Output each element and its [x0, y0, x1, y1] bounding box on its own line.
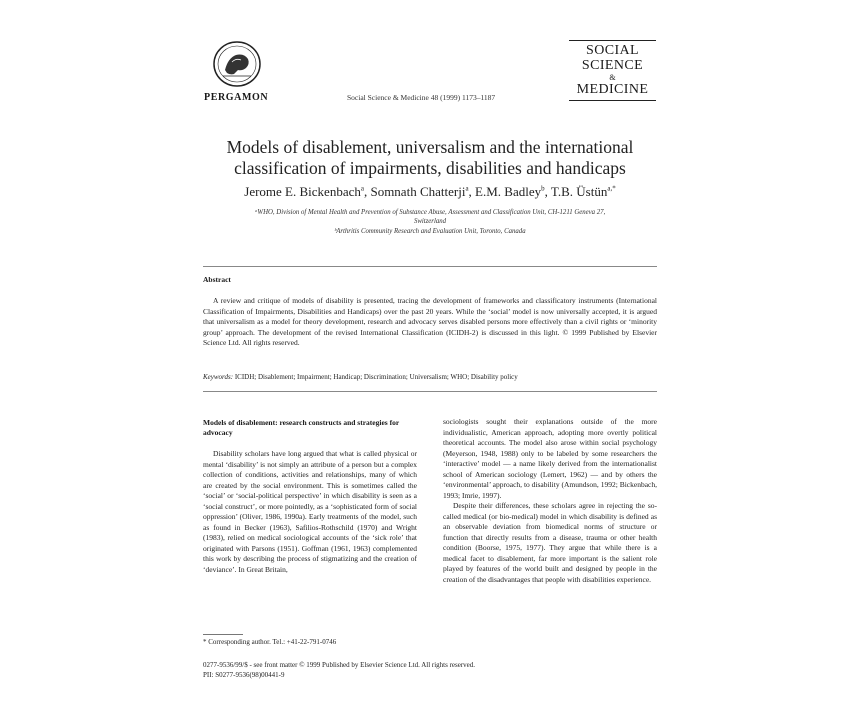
author-affil-mark: a,* [607, 184, 616, 193]
copyright-line: 0277-9536/99/$ - see front matter © 1999 Published by Elsevier Science Ltd. All rights reserved. [203, 661, 476, 669]
corresponding-author-footnote: * Corresponding author. Tel.: +41-22-791-0746 [203, 638, 337, 646]
journal-logo-amp: & [609, 73, 616, 82]
abstract-text: A review and critique of models of disability is presented, tracing the development of frameworks and classificatory instruments (International Classification of Impairments, Disabilities and Handicaps) over the past 20 years. While the ‘social’ model is now universally accepted, it is argued that universalism as a model for theory development, research and advocacy serves disabled persons more effectively than a civil rights or ‘minority group’ approach. The development of the revised International Classification (ICIDH-2) is discussed in this light. © 1999 Published by Elsevier Science Ltd. All rights reserved. [203, 296, 657, 347]
journal-logo [569, 40, 656, 102]
article-title-line: classification of impairments, disabilities and handicaps [234, 158, 626, 178]
author-name: T.B. Üstün [550, 184, 608, 199]
article-title-line: Models of disablement, universalism and the international [226, 137, 634, 157]
journal-citation: Social Science & Medicine 48 (1999) 1173–1187 [347, 93, 496, 102]
publisher-name: PERGAMON [204, 92, 269, 103]
footnote-divider [203, 634, 243, 635]
journal-logo-word: MEDICINE [576, 82, 649, 97]
author-affil-mark: b [541, 184, 545, 193]
body-paragraph: sociologists sought their explanations outside of the more individualistic, American approach, adopting more overtly political theoretical accounts. The model also arose within social psychology (Meyerson, 1948, 1988) only to be labeled by some researchers the ‘interactive’ model — a name likely derived from the internationalist school of American sociology (Lemert, 1962) — and by others the ‘environmental’ approach, to disability (Amundson, 1992; Bickenbach, 1993; Imrie, 1997). [443, 417, 657, 500]
author-name: E.M. Badley [475, 184, 542, 199]
body-column-left [203, 449, 417, 575]
journal-logo-word: SOCIAL [586, 43, 639, 58]
keywords-list: ICIDH; Disablement; Impairment; Handicap; Discrimination; Universalism; WHO; Disability policy [234, 373, 518, 381]
author-name: Somnath Chatterji [370, 184, 466, 199]
author-list: Jerome E. Bickenbach$^a$, Somnath Chatterji$^a$, E.M. Badley$^b$, T.B. Üstün$^{a,*}$ [244, 184, 616, 199]
affiliation-a-country: Switzerland [413, 218, 447, 225]
affiliation-b: ᵇArthritis Community Research and Evaluation Unit, Toronto, Canada [334, 228, 526, 235]
keywords [203, 373, 518, 381]
keywords-label: Keywords: [203, 373, 234, 381]
journal-logo-word: SCIENCE [581, 58, 644, 73]
body-paragraph: Disability scholars have long argued that what is called physical or mental ‘disability’ is not simply an attribute of a person but a complex collection of conditions, activities and relationships, many of which are created by the social environment. This is sometimes called the ‘social’ or ‘social-political perspective’ in which disability is seen as a ‘social construct’, or more pointedly, as a ‘sophisticated form of social oppression’ (Oliver, 1986, 1990a). Early treatments of the model, such as found in Becker (1963), Safilios-Rothschild (1970) and Wright (1983), relied on medical sociological accounts of the ‘sick role’ that originated with Parsons (1951). Goffman (1961, 1963) complemented this work by describing the process of stigmatizing and the creation of ‘deviance’. In Great Britain, [203, 449, 417, 574]
section-heading: Models of disablement: research constructs and strategies for advocacy [203, 418, 400, 437]
author-affil-mark: a [465, 184, 469, 193]
body-column-right [443, 417, 657, 585]
pergamon-emblem-icon [212, 40, 262, 88]
article-title [100, 137, 760, 179]
copyright-block [203, 660, 475, 680]
author-affil-mark: a [360, 184, 364, 193]
affiliation-a: ᵃWHO, Division of Mental Health and Prevention of Substance Abuse, Assessment and Classification Unit, CH-1211 Geneva 27, [254, 209, 606, 216]
body-paragraph: Despite their differences, these scholars agree in rejecting the so-called medical (or bio-medical) model in which disability is defined as an observable deviation from biomedical norms of structure or function that directly results from a disease, trauma or other health condition (Boorse, 1975, 1977). They argue that while there is a medical facet to disablement, far more important is the salient role played by features of the world built and designed by people in the creation of the disadvantages that people with disabilities experience. [443, 501, 657, 584]
abstract-heading: Abstract [203, 275, 231, 284]
divider [203, 266, 657, 267]
author-name: Jerome E. Bickenbach [244, 184, 361, 199]
pii-line: PII: S0277-9536(98)00441-9 [203, 671, 285, 679]
divider [203, 391, 657, 392]
